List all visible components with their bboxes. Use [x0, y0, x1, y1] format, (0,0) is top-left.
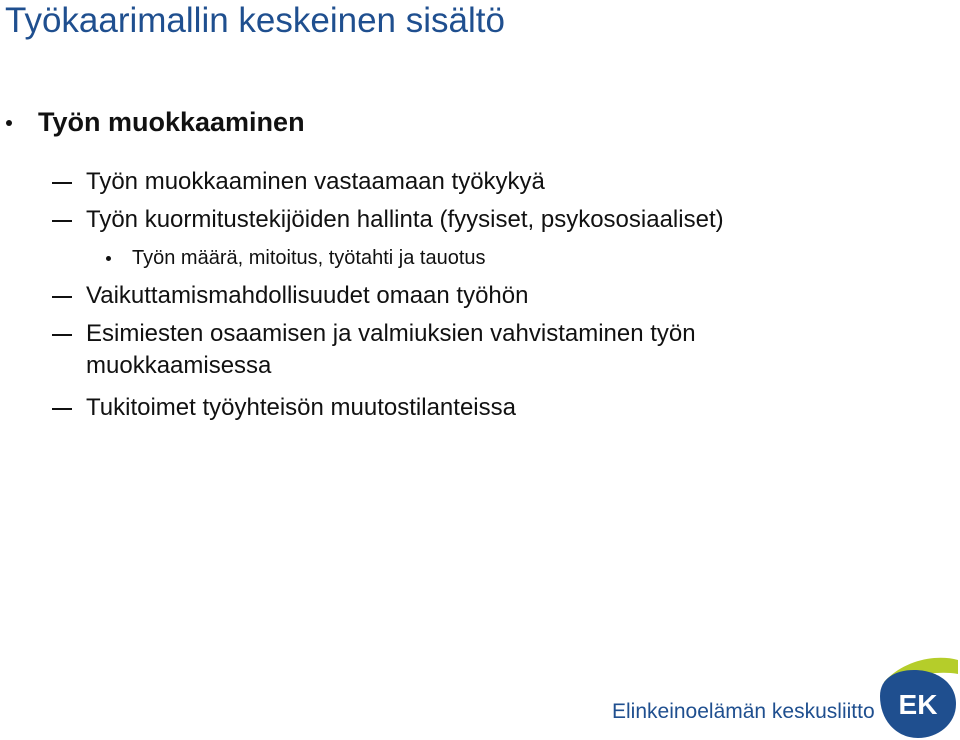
bullet-item-level1 — [38, 104, 305, 140]
dash-icon — [52, 296, 72, 298]
ek-logo — [612, 652, 960, 740]
bullet-text: Vaikuttamismahdollisuudet omaan työhön — [86, 282, 529, 309]
bullet-text: Tukitoimet työyhteisön muutostilanteissa — [86, 394, 516, 421]
bullet-text: Työn määrä, mitoitus, työtahti ja tauotus — [132, 247, 486, 269]
bullet-item-level2 — [86, 166, 545, 198]
dash-icon — [52, 220, 72, 222]
bullet-dot-icon — [106, 256, 111, 261]
bullet-text: Työn muokkaaminen — [38, 107, 305, 137]
bullet-dot-icon — [6, 120, 12, 126]
bullet-item-level2 — [86, 280, 528, 312]
logo-mark-text: EK — [898, 689, 938, 720]
dash-icon — [52, 182, 72, 184]
dash-icon — [52, 334, 72, 336]
dash-icon — [52, 408, 72, 410]
slide-title: Työkaarimallin keskeinen sisältö — [5, 1, 505, 40]
bullet-text: Työn muokkaaminen vastaamaan työkykyä — [86, 168, 545, 195]
bullet-item-level2 — [86, 318, 826, 382]
bullet-item-level3 — [132, 244, 486, 272]
ek-logo-icon — [874, 652, 960, 740]
bullet-item-level2 — [86, 392, 516, 424]
bullet-text: Esimiesten osaamisen ja valmiuksien vahvistaminen työn muokkaamisessa — [86, 320, 696, 379]
bullet-item-level2 — [86, 204, 724, 236]
logo-wordmark: Elinkeinoelämän keskusliitto — [612, 700, 875, 723]
bullet-text: Työn kuormitustekijöiden hallinta (fyysiset, psykososiaaliset) — [86, 206, 724, 233]
